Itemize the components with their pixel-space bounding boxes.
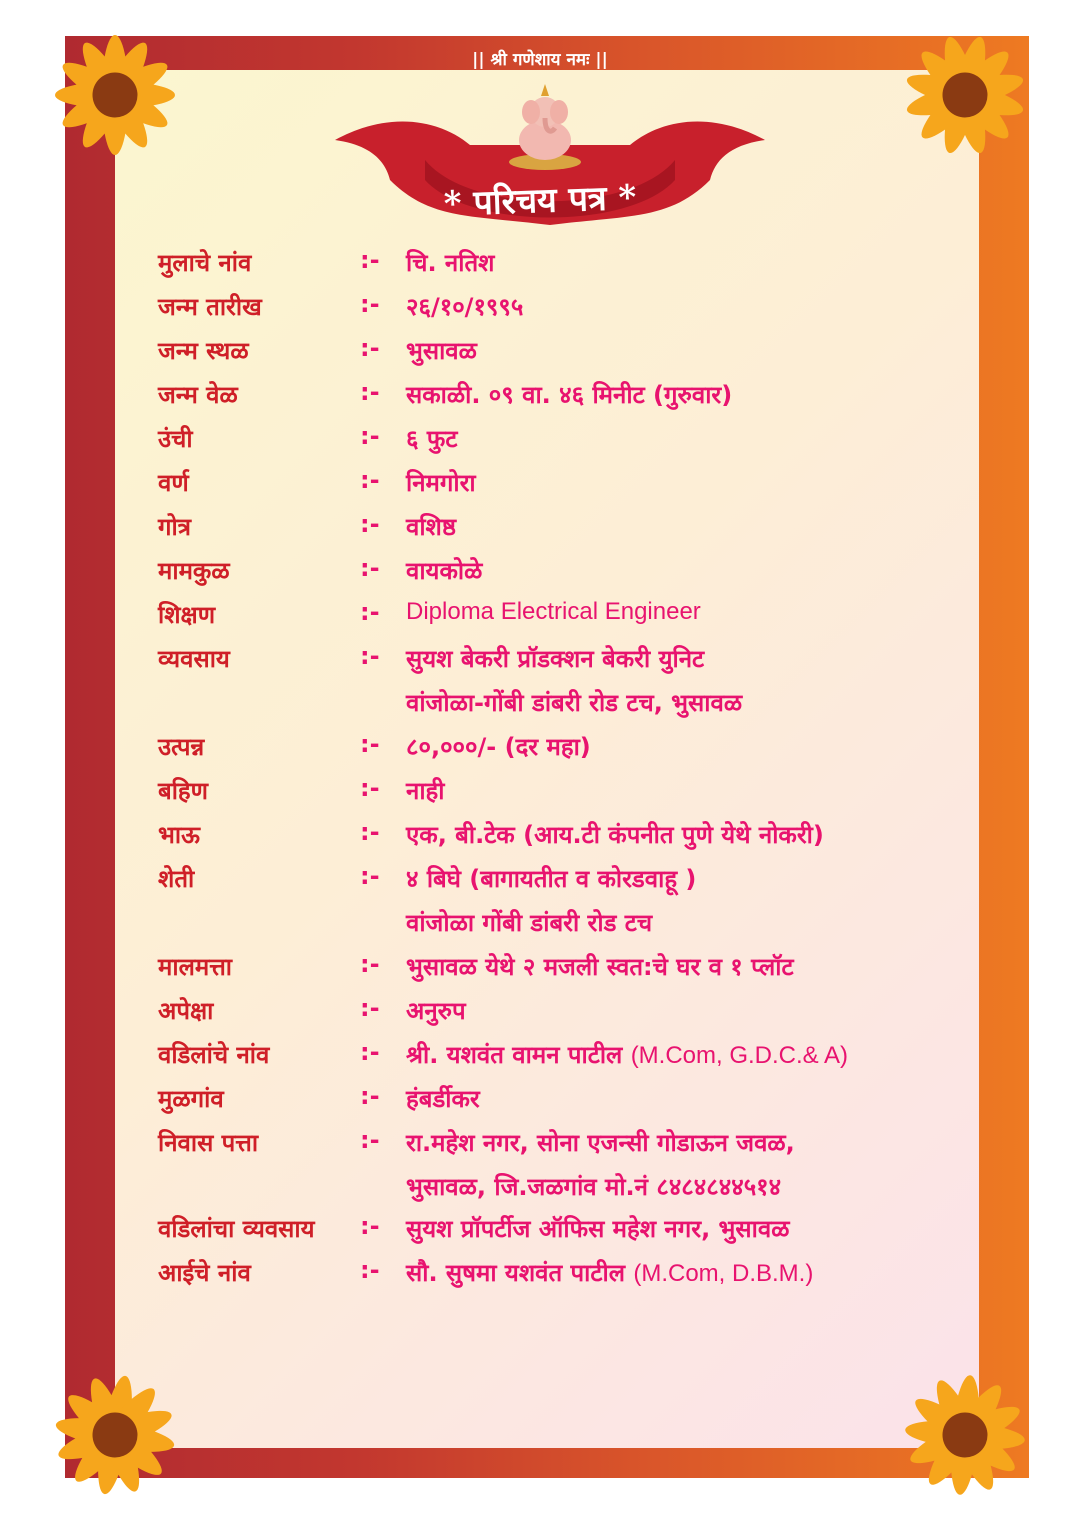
field-value-text: श्री. यशवंत वामन पाटील — [406, 1041, 623, 1069]
field-separator: :- — [360, 950, 380, 978]
field-label: मुळगांव — [158, 1085, 224, 1113]
field-value: नाही — [406, 777, 445, 805]
field-label: वर्ण — [158, 469, 189, 497]
field-separator: :- — [360, 994, 380, 1022]
field-separator: :- — [360, 422, 380, 450]
field-value: हंबर्डीकर — [406, 1085, 480, 1113]
field-value-continued: भुसावळ, जि.जळगांव मो.नं ८४८४८४४५१४ — [406, 1173, 782, 1201]
field-label: वडिलांचे नांव — [158, 1041, 270, 1069]
field-label: शिक्षण — [158, 601, 216, 629]
field-label: निवास पत्ता — [158, 1129, 259, 1157]
page-title: * परिचय पत्र * — [443, 177, 637, 225]
field-row — [158, 246, 938, 290]
field-value: Diploma Electrical Engineer — [406, 598, 701, 625]
field-separator: :- — [360, 1082, 380, 1110]
sunflower-icon — [40, 20, 190, 170]
field-separator: :- — [360, 1038, 380, 1066]
field-value: सुयश प्रॉपर्टीज ऑफिस महेश नगर, भुसावळ — [406, 1215, 790, 1243]
field-row — [158, 642, 938, 730]
field-row — [158, 334, 938, 378]
field-row — [158, 378, 938, 422]
field-value: वशिष्ठ — [406, 513, 457, 541]
field-separator: :- — [360, 862, 380, 890]
field-label: जन्म स्थळ — [158, 337, 249, 365]
field-value — [406, 1256, 813, 1289]
field-separator: :- — [360, 1212, 380, 1240]
field-value: भुसावळ येथे २ मजली स्वत:चे घर व १ प्लॉट — [406, 953, 794, 981]
field-row — [158, 1082, 938, 1126]
field-label: भाऊ — [158, 821, 200, 849]
field-label: गोत्र — [158, 513, 191, 541]
field-label: अपेक्षा — [158, 997, 214, 1025]
field-value: एक, बी.टेक (आय.टी कंपनीत पुणे येथे नोकरी) — [406, 821, 824, 849]
field-value-continued: वांजोळा गोंबी डांबरी रोड टच — [406, 909, 653, 937]
field-label: आईचे नांव — [158, 1259, 251, 1287]
field-row — [158, 422, 938, 466]
field-row — [158, 774, 938, 818]
field-value: ८०,०००/- (दर महा) — [406, 733, 591, 761]
field-label: मालमत्ता — [158, 953, 232, 981]
field-value-note: (M.Com, G.D.C.& A) — [630, 1042, 849, 1069]
field-value: रा.महेश नगर, सोना एजन्सी गोडाऊन जवळ, — [406, 1129, 795, 1157]
field-separator: :- — [360, 818, 380, 846]
field-separator: :- — [360, 642, 380, 670]
field-row — [158, 554, 938, 598]
field-label: उंची — [158, 425, 193, 453]
sunflower-icon — [40, 1360, 190, 1510]
field-row — [158, 510, 938, 554]
field-label: वडिलांचा व्यवसाय — [158, 1215, 315, 1243]
field-value — [406, 1038, 848, 1071]
field-row — [158, 466, 938, 510]
field-separator: :- — [360, 246, 380, 274]
field-value: सकाळी. ०९ वा. ४६ मिनीट (गुरुवार) — [406, 381, 733, 409]
field-label: बहिण — [158, 777, 209, 805]
invocation-text: || श्री गणेशाय नमः || — [472, 50, 608, 70]
field-separator: :- — [360, 598, 380, 626]
field-row — [158, 1212, 938, 1256]
field-label: जन्म वेळ — [158, 381, 238, 409]
field-label: मुलाचे नांव — [158, 249, 252, 277]
field-label: व्यवसाय — [158, 645, 230, 673]
sunflower-icon — [890, 1360, 1040, 1510]
field-label: मामकुळ — [158, 557, 230, 585]
ganesha-idol-icon — [505, 82, 585, 172]
field-value: वायकोळे — [406, 557, 483, 585]
field-value: २६/१०/१९९५ — [406, 293, 524, 321]
field-row — [158, 1256, 938, 1300]
field-separator: :- — [360, 290, 380, 318]
field-separator: :- — [360, 510, 380, 538]
field-row — [158, 862, 938, 950]
field-row — [158, 598, 938, 642]
field-row — [158, 290, 938, 334]
field-value-text: सौ. सुषमा यशवंत पाटील — [406, 1259, 625, 1287]
field-separator: :- — [360, 730, 380, 758]
field-separator: :- — [360, 554, 380, 582]
field-separator: :- — [360, 466, 380, 494]
sunflower-icon — [890, 20, 1040, 170]
field-row — [158, 994, 938, 1038]
field-separator: :- — [360, 1256, 380, 1284]
field-label: जन्म तारीख — [158, 293, 262, 321]
field-value: भुसावळ — [406, 337, 477, 365]
field-value: चि. नतिश — [406, 249, 495, 277]
field-value: ६ फुट — [406, 425, 458, 453]
field-value: निमगोरा — [406, 469, 476, 497]
field-row — [158, 730, 938, 774]
field-label: शेती — [158, 865, 195, 893]
field-value-note: (M.Com, D.B.M.) — [633, 1260, 814, 1287]
field-row — [158, 1126, 938, 1214]
field-value: ४ बिघे (बागायतीत व कोरडवाहू ) — [406, 865, 697, 893]
field-row — [158, 950, 938, 994]
field-separator: :- — [360, 334, 380, 362]
field-label: उत्पन्न — [158, 733, 205, 761]
field-row — [158, 818, 938, 862]
field-row — [158, 1038, 938, 1082]
field-separator: :- — [360, 774, 380, 802]
field-separator: :- — [360, 378, 380, 406]
field-value: सुयश बेकरी प्रॉडक्शन बेकरी युनिट — [406, 645, 705, 673]
field-value: अनुरुप — [406, 997, 466, 1025]
field-value-continued: वांजोळा-गोंबी डांबरी रोड टच, भुसावळ — [406, 689, 743, 717]
field-separator: :- — [360, 1126, 380, 1154]
